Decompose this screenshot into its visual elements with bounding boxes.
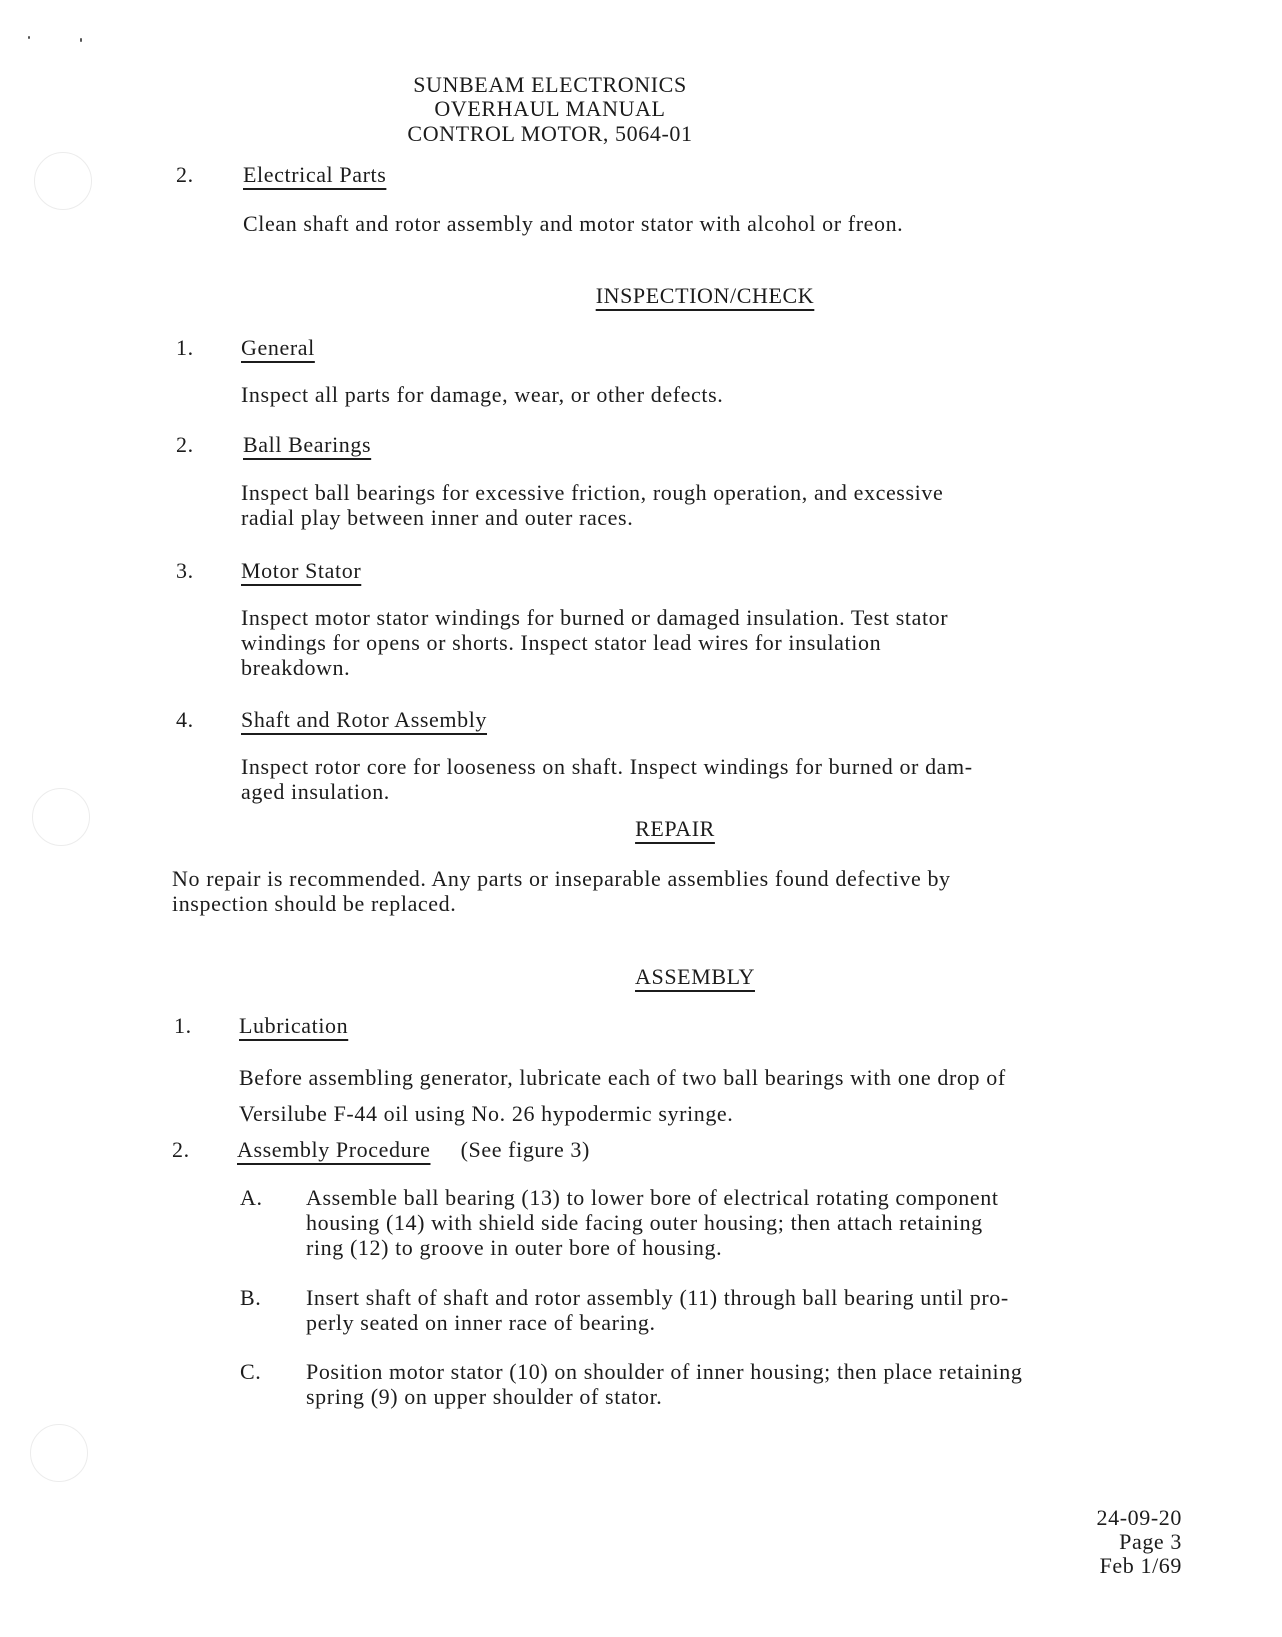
item-title-general: General [241,335,315,360]
punch-hole-middle [32,788,90,846]
item-number: 3. [176,558,194,583]
footer-block [1097,1506,1182,1578]
figure-reference: (See figure 3) [460,1137,590,1162]
text-line: Inspect rotor core for looseness on shaft. Inspect windings for burned or dam- [241,754,973,779]
text-line: breakdown. [241,655,351,680]
text-line: Insert shaft of shaft and rotor assembly (11) through ball bearing until pro- [306,1285,1009,1310]
item-title-shaft-rotor: Shaft and Rotor Assembly [241,707,488,732]
step-b-text [306,1285,1009,1335]
heading-inspection: INSPECTION/CHECK [595,283,815,308]
paragraph-general [241,382,723,407]
heading-repair: REPAIR [635,816,715,841]
step-letter: A. [240,1185,263,1210]
header-title: CONTROL MOTOR, 5064-01 [407,121,693,146]
text-line: spring (9) on upper shoulder of stator. [306,1384,663,1409]
page-number: Page 3 [1119,1529,1182,1554]
text-line: Before assembling generator, lubricate each of two ball bearings with one drop of [239,1065,1006,1090]
paragraph-motor-stator [241,605,948,680]
item-number: 4. [176,707,194,732]
paragraph-ball-bearings [241,480,943,530]
text-line: Versilube F-44 oil using No. 26 hypodermic syringe. [239,1101,734,1126]
text-line: perly seated on inner race of bearing. [306,1310,656,1335]
text-line: Inspect motor stator windings for burned or damaged insulation. Test stator [241,605,949,630]
item-number: 1. [174,1013,192,1038]
step-letter: B. [240,1285,262,1310]
punch-hole-bottom [30,1424,88,1482]
paragraph: Clean shaft and rotor assembly and motor stator with alcohol or freon. [243,211,904,236]
section-number: 2. [176,162,194,187]
step-letter: C. [240,1359,262,1384]
item-number: 2. [176,432,194,457]
step-a-text [306,1185,999,1260]
doc-number: 24-09-20 [1096,1505,1182,1530]
paragraph-lubrication [239,1060,1006,1132]
text-line: Inspect ball bearings for excessive friction, rough operation, and excessive [241,480,944,505]
item-title-assembly-procedure-row [237,1137,590,1163]
heading-assembly: ASSEMBLY [635,964,755,989]
item-title-lubrication: Lubrication [239,1013,349,1038]
header-manual: OVERHAUL MANUAL [434,96,666,121]
text-line: Position motor stator (10) on shoulder of inner housing; then place retaining [306,1359,1023,1384]
item-title-ball-bearings: Ball Bearings [243,432,372,457]
paragraph-shaft-rotor [241,754,973,804]
header-company: SUNBEAM ELECTRONICS [413,72,687,97]
text-line: No repair is recommended. Any parts or inseparable assemblies found defective by [172,866,951,891]
text-line: inspection should be replaced. [172,891,457,916]
text-line: Inspect all parts for damage, wear, or other defects. [241,382,724,407]
text-line: housing (14) with shield side facing outer housing; then attach retaining [306,1210,983,1235]
text-line: windings for opens or shorts. Inspect stator lead wires for insulation [241,630,882,655]
text-line: aged insulation. [241,779,390,804]
item-title-assembly-procedure: Assembly Procedure [237,1137,431,1162]
text-line: ring (12) to groove in outer bore of housing. [306,1235,723,1260]
step-c-text [306,1359,1022,1409]
item-title-motor-stator: Motor Stator [241,558,362,583]
scan-speck [28,36,30,39]
scan-speck [80,38,82,42]
item-number: 2. [172,1137,190,1162]
text-line: Assemble ball bearing (13) to lower bore of electrical rotating component [306,1185,999,1210]
revision-date: Feb 1/69 [1099,1553,1182,1578]
text-line: radial play between inner and outer races. [241,505,634,530]
punch-hole-top [34,152,92,210]
paragraph-repair [172,866,951,916]
item-number: 1. [176,335,194,360]
section-title: Electrical Parts [243,162,387,187]
